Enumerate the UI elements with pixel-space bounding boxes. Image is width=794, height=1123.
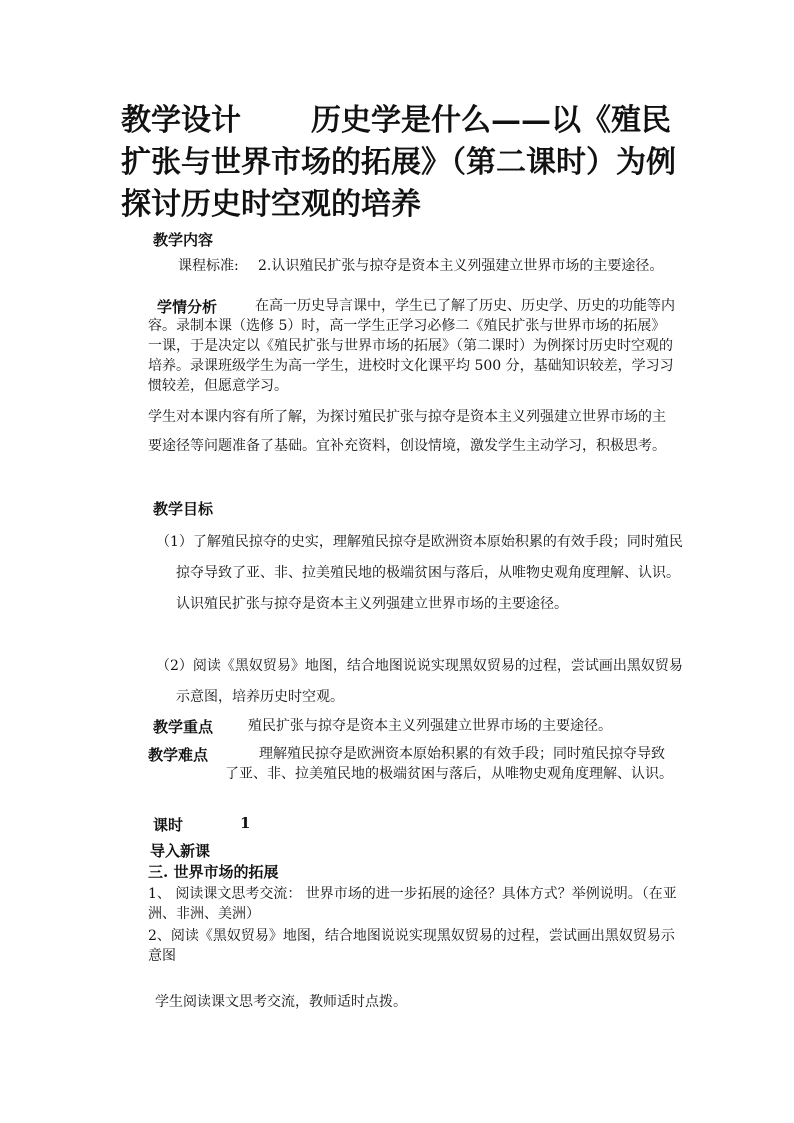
curriculum-label: 课程标准: <box>178 258 239 274</box>
question-1: 1、 阅读课文思考交流： 世界市场的进一步拓展的途径？具体方式？举例说明。（在亚洲、非洲、美洲） <box>148 886 677 922</box>
section-teaching-content: 教学内容 <box>153 231 214 249</box>
difficulty-text: 理解殖民掠夺是欧洲资本原始积累的有效手段；同时殖民掠夺导致了亚、非、拉美殖民地的极端贫困与落后，从唯物史观角度理解、认识。 <box>225 746 673 782</box>
learner-analysis-label: 学情分析 <box>157 298 218 316</box>
difficulty-label: 教学难点 <box>148 746 209 764</box>
title-part2: 历史学是什么——以《殖民扩张与世界市场的拓展》（第二课时）为例探讨历史时空观的培养 <box>121 103 676 222</box>
objective-item-1: （1）了解殖民掠夺的史实，理解殖民掠夺是欧洲资本原始积累的有效手段；同时殖民掠夺导致了亚、非、拉美殖民地的极端贫困与落后，从唯物史观角度理解、认识。认识殖民扩张与掠夺是资本主义列强建立世界市场的主要途径。 <box>156 534 683 612</box>
period-value: 1 <box>240 814 251 832</box>
learner-analysis-text: 在高一历史导言课中，学生已了解了历史、历史学、历史的功能等内容。录制本课（选修 5）时，高一学生正学习必修二《殖民扩张与世界市场的拓展》一课，于是决定以《殖民扩张与世界市场的拓展》（第二课时）为例探讨历史时空观的培养。录课班级学生为高一学生，进校时文化课平均 500 分，基础知识较差，学习习惯较差，但愿意学习。 <box>148 298 675 394</box>
document-title <box>121 100 681 226</box>
objective-item-2: （2）阅读《黑奴贸易》地图，结合地图说说实现黑奴贸易的过程，尝试画出黑奴贸易示意图，培养历史时空观。 <box>156 658 683 705</box>
objectives-label: 教学目标 <box>153 500 214 518</box>
question-2: 2、阅读《黑奴贸易》地图，结合地图说说实现黑奴贸易的过程，尝试画出黑奴贸易示意图 <box>148 928 675 964</box>
learner-analysis-text-2: 学生对本课内容有所了解，为探讨殖民扩张与掠夺是资本主义列强建立世界市场的主要途径等问题准备了基础。宜补充资料，创设情境，激发学生主动学习，积极思考。 <box>148 409 666 454</box>
title-part1: 教学设计 <box>121 103 241 138</box>
intro-heading: 导入新课 <box>150 842 211 860</box>
period-label: 课时 <box>153 816 184 834</box>
section-3-heading: 三. 世界市场的拓展 <box>148 863 279 881</box>
curriculum-text: 2.认识殖民扩张与掠夺是资本主义列强建立世界市场的主要途径。 <box>258 258 664 274</box>
closing-note: 学生阅读课文思考交流，教师适时点拨。 <box>155 994 407 1010</box>
key-point-text: 殖民扩张与掠夺是资本主义列强建立世界市场的主要途径。 <box>248 718 612 734</box>
key-point-label: 教学重点 <box>153 718 214 736</box>
